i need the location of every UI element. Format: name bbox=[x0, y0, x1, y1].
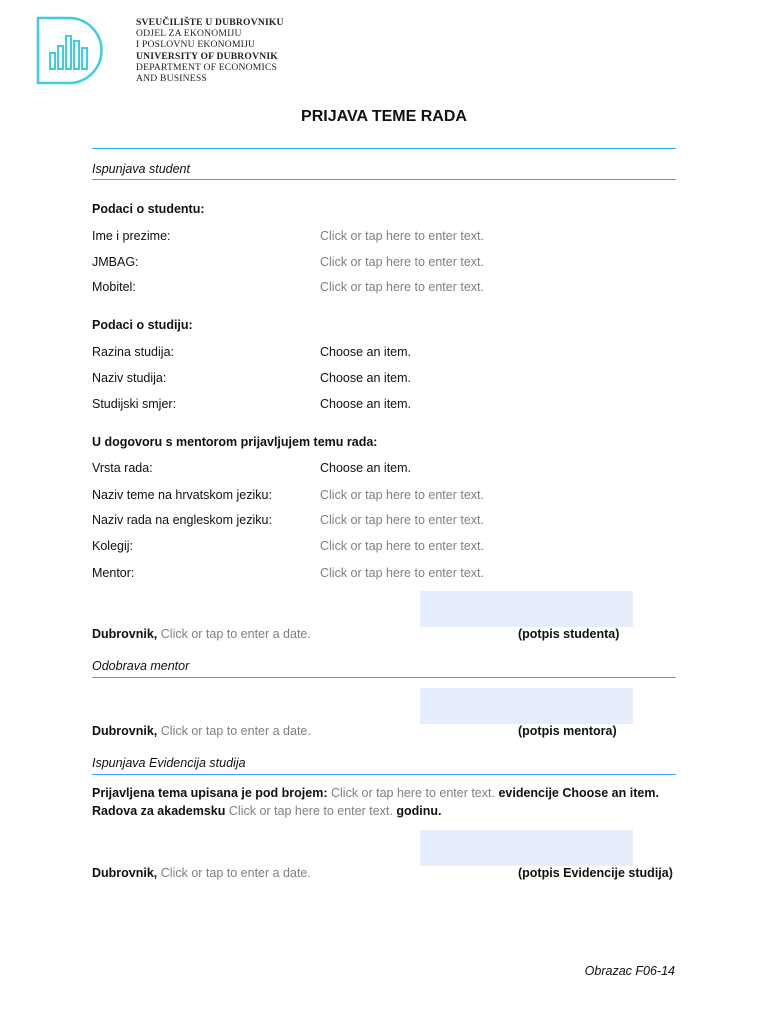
mobile-input[interactable]: Click or tap here to enter text. bbox=[320, 280, 484, 294]
study-name-select[interactable]: Choose an item. bbox=[320, 371, 412, 385]
field-label: Naziv teme na hrvatskom jeziku: bbox=[92, 488, 272, 502]
field-label: Naziv rada na engleskom jeziku: bbox=[92, 513, 272, 527]
institution-line: I POSLOVNU EKONOMIJU bbox=[136, 39, 256, 51]
mentor-input[interactable]: Click or tap here to enter text. bbox=[320, 566, 484, 580]
date-line-mentor bbox=[92, 724, 311, 738]
field-label: Studijski smjer: bbox=[92, 397, 177, 411]
field-label: Mobitel: bbox=[92, 280, 136, 294]
study-level-select[interactable]: Choose an item. bbox=[320, 345, 412, 359]
topic-english-input[interactable]: Click or tap here to enter text. bbox=[320, 513, 484, 527]
university-logo bbox=[36, 16, 106, 86]
divider bbox=[92, 148, 676, 149]
student-signature-label: (potpis studenta) bbox=[518, 627, 620, 641]
page-title: PRIJAVA TEME RADA bbox=[301, 108, 467, 125]
divider bbox=[92, 179, 676, 180]
records-text: evidencije bbox=[498, 786, 559, 800]
student-date-input[interactable]: Click or tap to enter a date. bbox=[160, 627, 311, 641]
mentor-signature-box[interactable] bbox=[420, 688, 633, 724]
name-input[interactable]: Click or tap here to enter text. bbox=[320, 229, 484, 243]
records-date-input[interactable]: Click or tap to enter a date. bbox=[160, 866, 311, 880]
form-code: Obrazac F06-14 bbox=[584, 964, 675, 978]
divider bbox=[92, 774, 676, 775]
topic-croatian-input[interactable]: Click or tap here to enter text. bbox=[320, 488, 484, 502]
study-data-heading: Podaci o studiju: bbox=[92, 318, 193, 332]
field-label: Ime i prezime: bbox=[92, 229, 171, 243]
records-line-2 bbox=[92, 802, 659, 820]
place-label: Dubrovnik, bbox=[92, 724, 158, 738]
divider bbox=[92, 677, 676, 678]
section-heading-records: Ispunjava Evidencija studija bbox=[92, 756, 246, 770]
field-label: Mentor: bbox=[92, 566, 135, 580]
institution-line: DEPARTMENT OF ECONOMICS bbox=[136, 61, 278, 73]
topic-heading: U dogovoru s mentorom prijavljujem temu rada: bbox=[92, 435, 378, 449]
records-text: godinu. bbox=[396, 804, 442, 818]
study-track-select[interactable]: Choose an item. bbox=[320, 397, 412, 411]
field-label: Naziv studija: bbox=[92, 371, 167, 385]
field-label: Vrsta rada: bbox=[92, 461, 153, 475]
records-line-1 bbox=[92, 784, 659, 802]
records-text: Prijavljena tema upisana je pod brojem: bbox=[92, 786, 328, 800]
institution-line: ODJEL ZA EKONOMIJU bbox=[136, 28, 242, 40]
mentor-date-input[interactable]: Click or tap to enter a date. bbox=[160, 724, 311, 738]
field-label: JMBAG: bbox=[92, 255, 139, 269]
institution-line: UNIVERSITY OF DUBROVNIK bbox=[136, 50, 278, 62]
records-signature-label: (potpis Evidencije studija) bbox=[518, 866, 673, 880]
institution-line: AND BUSINESS bbox=[136, 73, 207, 85]
place-label: Dubrovnik, bbox=[92, 866, 158, 880]
date-line-student bbox=[92, 627, 311, 641]
student-data-heading: Podaci o studentu: bbox=[92, 202, 205, 216]
student-signature-box[interactable] bbox=[420, 591, 633, 627]
institution-name bbox=[136, 17, 284, 84]
jmbag-input[interactable]: Click or tap here to enter text. bbox=[320, 255, 484, 269]
records-paragraph bbox=[92, 784, 659, 820]
records-signature-box[interactable] bbox=[420, 830, 633, 866]
date-line-records bbox=[92, 866, 311, 880]
field-label: Razina studija: bbox=[92, 345, 174, 359]
mentor-signature-label: (potpis mentora) bbox=[518, 724, 617, 738]
records-type-select[interactable]: Choose an item. bbox=[562, 786, 659, 800]
records-text: Radova za akademsku bbox=[92, 804, 226, 818]
course-input[interactable]: Click or tap here to enter text. bbox=[320, 539, 484, 553]
section-heading-mentor: Odobrava mentor bbox=[92, 659, 190, 673]
record-number-input[interactable]: Click or tap here to enter text. bbox=[330, 786, 495, 800]
logo-d-chart-icon bbox=[36, 16, 106, 86]
place-label: Dubrovnik, bbox=[92, 627, 158, 641]
field-label: Kolegij: bbox=[92, 539, 133, 553]
section-heading-student: Ispunjava student bbox=[92, 162, 190, 176]
institution-line: SVEUČILIŠTE U DUBROVNIKU bbox=[136, 17, 284, 28]
academic-year-input[interactable]: Click or tap here to enter text. bbox=[228, 804, 393, 818]
work-type-select[interactable]: Choose an item. bbox=[320, 461, 412, 475]
